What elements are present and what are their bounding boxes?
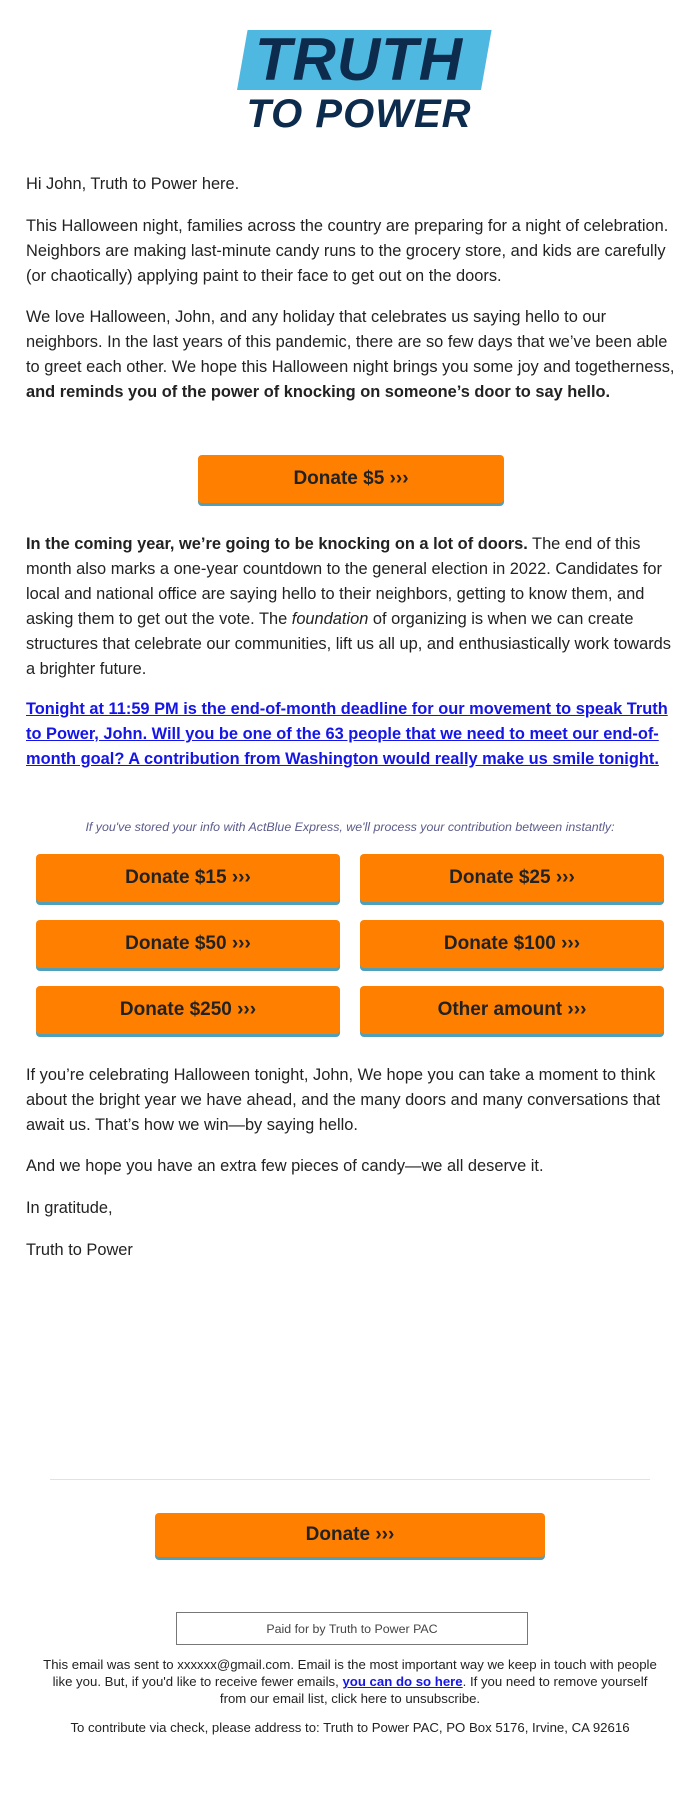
greeting: Hi John, Truth to Power here. — [26, 175, 240, 193]
donate-250-button[interactable]: Donate $250 ››› — [36, 986, 340, 1034]
closing: In gratitude, — [26, 1199, 113, 1217]
footer-sent-text — [40, 1656, 660, 1707]
halloween-paragraph — [26, 305, 680, 405]
other-amount-button[interactable]: Other amount ››› — [360, 986, 664, 1034]
coming-year-italic: foundation — [291, 610, 369, 628]
footer-divider — [50, 1479, 650, 1480]
logo-line2: TO POWER — [246, 91, 472, 136]
donate-50-button[interactable]: Donate $50 ››› — [36, 920, 340, 968]
deadline-link[interactable]: Tonight at 11:59 PM is the end-of-month deadline for our movement to speak Truth to Power, John. Will you be one of the 63 people that we need to meet our end-of-month goal? A contribution from Washington would really make us smile tonight. — [26, 700, 668, 768]
footer-sent-prefix: This email was sent to xxxxxx@gmail.com. Email is the most important way we keep in touch with people like you. But, if you'd like to receive fewer emails, — [43, 1657, 657, 1689]
footer-donate-button[interactable]: Donate ››› — [155, 1513, 545, 1557]
fewer-emails-link[interactable]: you can do so here — [342, 1674, 463, 1689]
donate-100-button[interactable]: Donate $100 ››› — [360, 920, 664, 968]
coming-year-text1: The end of this month also marks a one-year countdown to the general election in 2022. Candidates for local and national office are saying hello to their neighbors, getting to know them, and asking them to get out the vote. The — [26, 535, 662, 628]
halloween-paragraph-text: We love Halloween, John, and any holiday that celebrates us saying hello to our neighbors. In the last years of this pandemic, there are so few days that we’ve been able to greet each other. We hope this Halloween night brings you some joy and togetherness, — [26, 308, 675, 376]
logo — [0, 26, 700, 136]
donate-25-button[interactable]: Donate $25 ››› — [360, 854, 664, 902]
coming-year-bold: In the coming year, we’re going to be knocking on a lot of doors. — [26, 535, 528, 553]
logo-line1: TRUTH — [254, 26, 464, 93]
candy-paragraph: And we hope you have an extra few pieces of candy—we all deserve it. — [26, 1157, 544, 1175]
signature: Truth to Power — [26, 1241, 133, 1259]
footer-unsub-text: . If you need to remove yourself from our email list, click here to unsubscribe. — [219, 1674, 648, 1706]
coming-year-text2: of organizing is when we can create structures that celebrate our communities, lift us all up, and enthusiastically work towards a brighter future. — [26, 610, 671, 678]
paid-for-box: Paid for by Truth to Power PAC — [176, 1612, 528, 1645]
halloween-paragraph-bold: and reminds you of the power of knocking on someone’s door to say hello. — [26, 383, 611, 401]
donate-15-button[interactable]: Donate $15 ››› — [36, 854, 340, 902]
footer-check-address: To contribute via check, please address to: Truth to Power PAC, PO Box 5176, Irvine, CA 92616 — [70, 1720, 630, 1735]
actblue-note: If you've stored your info with ActBlue Express, we'll process your contribution between instantly: — [85, 820, 615, 834]
logo-top-block — [237, 26, 481, 93]
coming-year-paragraph — [26, 532, 680, 682]
celebrating-paragraph: If you’re celebrating Halloween tonight, John, We hope you can take a moment to think about the bright year we have ahead, and the many doors and many conversations that await us. That’s how we win—by saying hello. — [26, 1066, 661, 1134]
intro-paragraph: This Halloween night, families across the country are preparing for a night of celebration. Neighbors are making last-minute candy runs to the grocery store, and kids are carefully (or chaotically) applying paint to their face to get out on the doors. — [26, 217, 669, 285]
donate-5-button[interactable]: Donate $5 ››› — [198, 455, 504, 503]
